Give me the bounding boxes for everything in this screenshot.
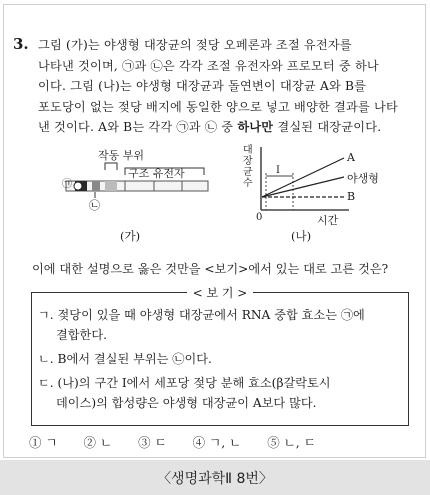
series-line-wildtype xyxy=(262,177,344,197)
question-prompt: 이에 대한 설명으로 옳은 것만을 <보기>에서 있는 대로 고른 것은? xyxy=(32,262,389,276)
question-line-1: 그림 (가)는 야생형 대장균의 젖당 오페론과 조절 유전자를 xyxy=(38,38,352,52)
series-label-b: B xyxy=(347,190,356,203)
bogi-title: < 보 기 > xyxy=(187,286,254,300)
question-line-4: 포도당이 없는 젖당 배지에 동일한 양으로 넣고 배양한 결과를 나타 xyxy=(38,99,398,114)
answer-options xyxy=(29,433,338,451)
question-line-3: 이다. 그림 (나)는 야생형 대장균과 돌연변이 대장균 A와 B를 xyxy=(38,79,367,93)
question-card xyxy=(3,4,426,458)
bogi-item-2: ㄴ. B에서 결실된 부위는 ㉡이다. xyxy=(38,352,212,366)
question-line-5b: 결실된 대장균이다. xyxy=(273,120,382,134)
y-axis-label: 대장균수 xyxy=(243,145,253,189)
bogi-item-1: ㄱ. 젖당이 있을 때 야생형 대장균에서 RNA 중합 효소는 ㉠에 xyxy=(38,308,365,322)
series-line-a xyxy=(262,158,344,197)
footer-label: 〈생명과학Ⅱ 8번〉 xyxy=(157,471,273,487)
figure-b-graph xyxy=(4,5,427,255)
bogi-box xyxy=(31,286,409,426)
figure-a-caption: (가) xyxy=(120,229,141,243)
option-3[interactable]: ③ ㄷ xyxy=(138,435,167,450)
x-axis-label: 시간 xyxy=(317,214,339,227)
bogi-item-1-cont: 결합한다. xyxy=(56,328,107,342)
option-1[interactable]: ① ㄱ xyxy=(29,435,58,450)
option-4[interactable]: ④ ㄱ, ㄴ xyxy=(192,435,242,450)
series-label-wildtype: 야생형 xyxy=(347,172,379,185)
question-number: 3. xyxy=(13,35,29,53)
structural-gene-label: 구조 유전자 xyxy=(128,167,185,180)
option-2[interactable]: ② ㄴ xyxy=(83,435,113,450)
series-label-a: A xyxy=(347,151,355,164)
bogi-item-3: ㄷ. (나)의 구간 Ⅰ에서 세포당 젖당 분해 효소(β갈락토시 xyxy=(38,376,331,390)
question-line-2: 나타낸 것이며, ㉠과 ㉡은 각각 조절 유전자와 프로모터 중 하나 xyxy=(38,58,379,73)
circle-label-2: ㉡ xyxy=(89,199,100,212)
bogi-item-3-cont: 데이스)의 합성량은 야생형 대장균이 A보다 많다. xyxy=(56,396,317,410)
footer-bar xyxy=(0,460,430,495)
question-line-5a: 낸 것이다. A와 B는 각각 ㉠과 ㉡ 중 xyxy=(38,120,238,134)
circle-label-1: ㉠ xyxy=(62,179,72,190)
question-emphasis: 하나만 xyxy=(237,120,274,134)
graph-origin: 0 xyxy=(256,212,263,223)
operon-site-label: 작동 부위 xyxy=(98,149,145,162)
interval-label: I xyxy=(276,165,280,176)
option-5[interactable]: ⑤ ㄴ, ㄷ xyxy=(267,435,316,450)
figure-b-caption: (나) xyxy=(291,229,312,243)
